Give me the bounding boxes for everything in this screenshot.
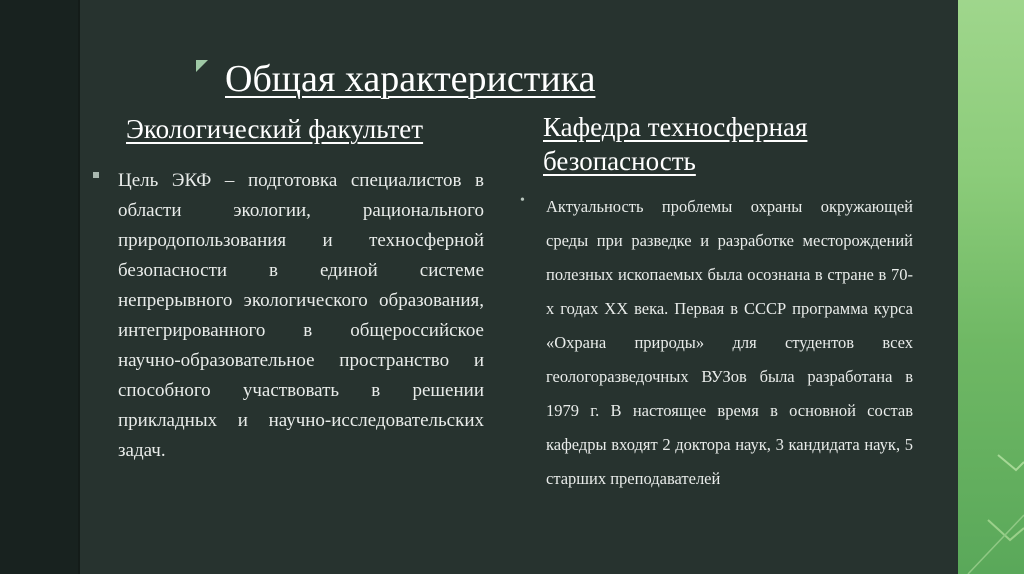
right-column-heading: Кафедра техносферная безопасность	[543, 112, 808, 176]
right-accent-panel	[958, 0, 1024, 574]
title-marker-icon	[196, 60, 208, 72]
square-bullet-icon	[93, 172, 99, 178]
left-column-text: Цель ЭКФ – подготовка специалистов в области экологии, рационального природопользования и техносферной безопасности в единой системе непрерывного экологического образования, интегрированного в общероссийское научно-образовательное пространство и способного участвовать в решении прикладных и научно-исследовательских задач.	[118, 170, 484, 461]
right-column-text: Актуальность проблемы охраны окружающей среды при разведке и разработке месторождений полезных ископаемых была осознана в стране в 70-х годах XX века. Первая в СССР программа курса «Охрана природы» для студентов всех геологоразведочных ВУЗов была разработана в 1979 г. В настоящее время в основной состав кафедры входят 2 доктора наук, 3 кандидата наук, 5 старших преподавателей	[546, 197, 913, 488]
left-border-strip	[0, 0, 78, 574]
left-column-heading: Экологический факультет	[126, 114, 424, 144]
right-bullet: •	[520, 193, 525, 208]
decorative-chevrons	[958, 0, 1024, 574]
slide-title: Общая характеристика	[225, 58, 596, 100]
